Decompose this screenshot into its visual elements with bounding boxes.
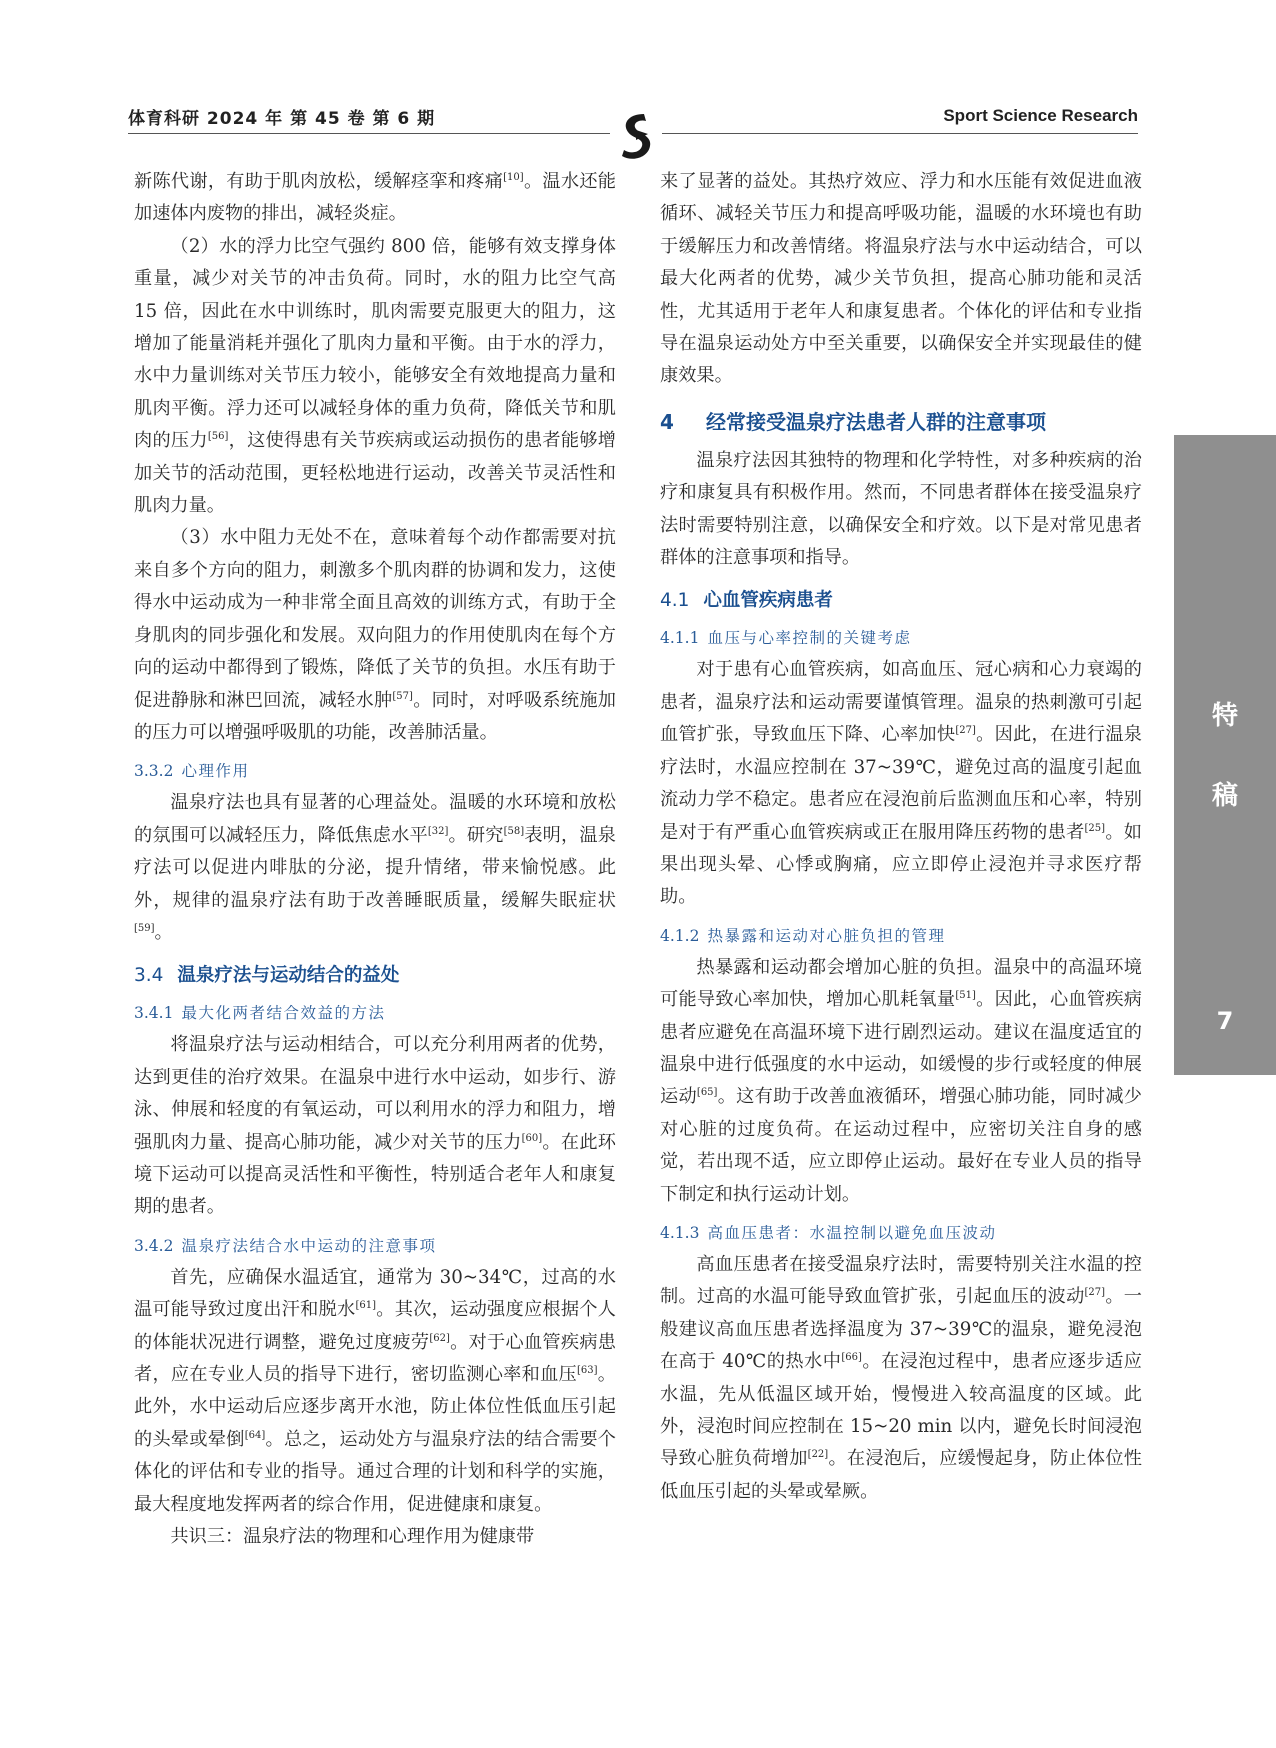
- paragraph: 共识三：温泉疗法的物理和心理作用为健康带: [170, 1526, 535, 1548]
- header-rule-left: [128, 133, 610, 134]
- citation[interactable]: [61]: [355, 1300, 377, 1312]
- paragraph: 新陈代谢，有助于肌肉放松，缓解痉挛和疼痛[10]。温水还能加速体内废物的排出，减轻炎症。: [134, 171, 616, 225]
- heading-3-4-1: 3.4.1 最大化两者结合效益的方法: [134, 1004, 386, 1023]
- heading-3-3-2: 3.3.2 心理作用: [134, 762, 250, 781]
- side-tab-char: 稿: [1211, 781, 1238, 811]
- heading-4-1-1: 4.1.1 血压与心率控制的关键考虑: [660, 629, 912, 648]
- journal-name-en: Sport Science Research: [943, 106, 1138, 125]
- citation[interactable]: [27]: [955, 725, 976, 737]
- header-rule-right: [662, 133, 1138, 134]
- citation[interactable]: [10]: [503, 172, 524, 183]
- paragraph: 热暴露和运动都会增加心脏的负担。温泉中的高温环境可能导致心率加快，增加心肌耗氧量[51]。因此，心血管疾病患者应避免在高温环境下进行剧烈运动。建议在温度适宜的温泉中进行低强度的水中运动，如缓慢的步行或轻度的伸展运动[65]。这有助于改善血液循环，增强心肺功能，同时减少对心脏的过度负荷。在运动过程中，应密切关注自身的感觉，若出现不适，应立即停止运动。最好在专业人员的指导下制定和执行运动计划。: [660, 956, 1142, 1205]
- citation[interactable]: [32]: [427, 825, 449, 837]
- paragraph: 来了显著的益处。其热疗效应、浮力和水压能有效促进血液循环、减轻关节压力和提高呼吸功能，温暖的水环境也有助于缓解压力和改善情绪。将温泉疗法与水中运动结合，可以最大化两者的优势，减少关节负担，提高心肺功能和灵活性，尤其适用于老年人和康复患者。个体化的评估和专业指导在温泉运动处方中至关重要，以确保安全并实现最佳的健康效果。: [660, 171, 1142, 387]
- citation[interactable]: [56]: [207, 431, 229, 443]
- citation[interactable]: [27]: [1084, 1287, 1106, 1299]
- side-tab-char: 特: [1211, 701, 1238, 731]
- left-column: [134, 166, 616, 1553]
- heading-4-1-2: 4.1.2 热暴露和运动对心脏负担的管理: [660, 926, 946, 945]
- heading-3-4-2: 3.4.2 温泉疗法结合水中运动的注意事项: [134, 1236, 437, 1255]
- page-number: 7: [1216, 1007, 1234, 1035]
- heading-4-1-3: 4.1.3 高血压患者：水温控制以避免血压波动: [660, 1223, 997, 1242]
- citation[interactable]: [66]: [841, 1352, 862, 1364]
- paragraph: 对于患有心血管疾病，如高血压、冠心病和心力衰竭的患者，温泉疗法和运动需要谨慎管理。温泉的热刺激可引起血管扩张，导致血压下降、心率加快[27]。因此，在进行温泉疗法时，水温应控制在 37~39℃，避免过高的温度引起血流动力学不稳定。患者应在浸泡前后监测血压和心率，特别是对于有严重心血管疾病或正在服用降压药物的患者[25]。如果出现头晕、心悸或胸痛，应立即停止浸泡并寻求医疗帮助。: [660, 659, 1142, 908]
- section-side-tab: [1174, 435, 1276, 1075]
- citation[interactable]: [62]: [429, 1332, 450, 1344]
- paragraph: 将温泉疗法与运动相结合，可以充分利用两者的优势，达到更佳的治疗效果。在温泉中进行水中运动，如步行、游泳、伸展和轻度的有氧运动，可以利用水的浮力和阻力，增强肌肉力量、提高心肺功能，减少对关节的压力[60]。在此环境下运动可以提高灵活性和平衡性，特别适合老年人和康复期的患者。: [134, 1034, 616, 1218]
- paragraph: 温泉疗法因其独特的物理和化学特性，对多种疾病的治疗和康复具有积极作用。然而，不同患者群体在接受温泉疗法时需要特别注意，以确保安全和疗效。以下是对常见患者群体的注意事项和指导。: [660, 449, 1142, 569]
- citation[interactable]: [63]: [576, 1365, 598, 1376]
- citation[interactable]: [60]: [521, 1132, 543, 1144]
- paragraph: （2）水的浮力比空气强约 800 倍，能够有效支撑身体重量，减少对关节的冲击负荷。同时，水的阻力比空气高 15 倍，因此在水中训练时，肌肉需要克服更大的阻力，这增加了能量消耗并强化了肌肉力量和平衡。由于水的浮力，水中力量训练对关节压力较小，能够安全有效地提高力量和肌肉平衡。浮力还可以减轻身体的重力负荷，降低关节和肌肉的压力[56]，这使得患有关节疾病或运动损伤的患者能够增加关节的活动范围，更轻松地进行运动，改善关节灵活性和肌肉力量。: [134, 235, 616, 517]
- right-column: [660, 166, 1142, 1508]
- heading-3-4: 3.4 温泉疗法与运动结合的益处: [134, 965, 400, 987]
- journal-issue: 体育科研 2024 年 第 45 卷 第 6 期: [128, 109, 436, 129]
- citation[interactable]: [65]: [696, 1087, 718, 1099]
- citation[interactable]: [57]: [392, 690, 413, 702]
- paragraph: 高血压患者在接受温泉疗法时，需要特别关注水温的控制。过高的水温可能导致血管扩张，引起血压的波动[27]。一般建议高血压患者选择温度为 37~39℃的温泉，避免浸泡在高于 40℃的热水中[66]。在浸泡过程中，患者应逐步适应水温，先从低温区域开始，慢慢进入较高温度的区域。此外，浸泡时间应控制在 15~20 min 以内，避免长时间浸泡导致心脏负荷增加[22]。在浸泡后，应缓慢起身，防止体位性低血压引起的头晕或晕厥。: [660, 1253, 1142, 1502]
- paragraph: 温泉疗法也具有显著的心理益处。温暖的水环境和放松的氛围可以减轻压力，降低焦虑水平[32]。研究[58]表明，温泉疗法可以促进内啡肽的分泌，提升情绪，带来愉悦感。此外，规律的温泉疗法有助于改善睡眠质量，缓解失眠症状[59]。: [134, 792, 616, 943]
- paragraph: （3）水中阻力无处不在，意味着每个动作都需要对抗来自多个方向的阻力，刺激多个肌肉群的协调和发力，这使得水中运动成为一种非常全面且高效的训练方式，有助于全身肌肉的同步强化和发展。双向阻力的作用使肌肉在每个方向的运动中都得到了锻炼，降低了关节的负担。水压有助于促进静脉和淋巴回流，减轻水肿[57]。同时，对呼吸系统施加的压力可以增强呼吸肌的功能，改善肺活量。: [134, 527, 616, 743]
- citation[interactable]: [58]: [503, 825, 525, 837]
- citation[interactable]: [51]: [955, 990, 976, 1002]
- heading-4: 4 经常接受温泉疗法患者人群的注意事项: [660, 409, 1046, 434]
- journal-logo-icon: [614, 110, 658, 162]
- citation[interactable]: [25]: [1084, 822, 1106, 834]
- paragraph: 首先，应确保水温适宜，通常为 30~34℃，过高的水温可能导致过度出汗和脱水[61]。其次，运动强度应根据个人的体能状况进行调整，避免过度疲劳[62]。对于心血管疾病患者，应在专业人员的指导下进行，密切监测心率和血压[63]。此外，水中运动后应逐步离开水池，防止体位性低血压引起的头晕或晕倒[64]。总之，运动处方与温泉疗法的结合需要个体化的评估和专业的指导。通过合理的计划和科学的实施，最大程度地发挥两者的综合作用，促进健康和康复。: [134, 1266, 616, 1515]
- heading-4-1: 4.1 心血管疾病患者: [660, 590, 833, 612]
- citation[interactable]: [64]: [244, 1429, 266, 1441]
- citation[interactable]: [59]: [134, 922, 155, 934]
- citation[interactable]: [22]: [807, 1449, 829, 1461]
